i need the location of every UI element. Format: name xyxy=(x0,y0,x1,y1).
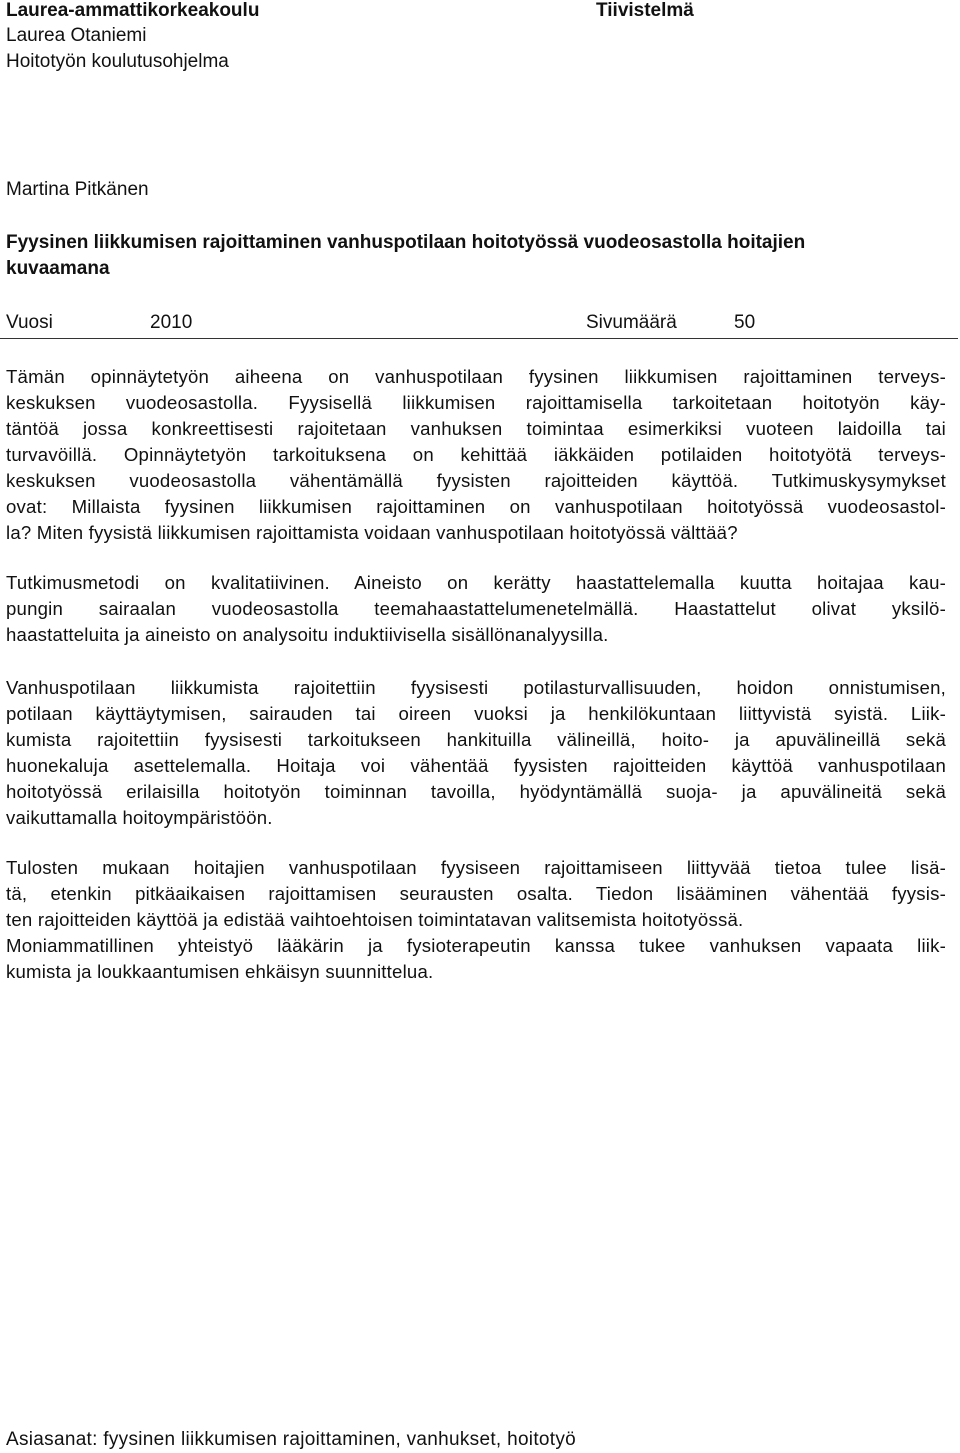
author-name: Martina Pitkänen xyxy=(6,179,149,200)
text-line: turvavöillä. Opinnäytetyön tarkoituksena on kehittää iäkkäiden potilaiden hoitotyötä terveys- xyxy=(6,444,946,465)
year-label: Vuosi xyxy=(6,312,53,333)
text-line: keskuksen vuodeosastolla. Fyysisellä liikkumisen rajoittamisella tarkoitetaan hoitotyön käy- xyxy=(6,392,946,413)
text-line: täntöä jossa konkreettisesti rajoitetaan vanhuksen toimintaa esimerkiksi vuoteen laidoilla tai xyxy=(6,418,946,439)
page-count-label: Sivumäärä xyxy=(586,312,677,333)
text-line: ovat: Millaista fyysinen liikkumisen rajoittaminen on vanhuspotilaan hoitotyössä vuodeosastol- xyxy=(6,496,946,517)
text-line: pungin sairaalan vuodeosastolla teemahaastattelumenetelmällä. Haastattelut olivat yksilö- xyxy=(6,598,946,619)
meta-divider xyxy=(0,338,958,339)
text-line: la? Miten fyysistä liikkumisen rajoittamista voidaan vanhuspotilaan hoitotyössä välttää? xyxy=(6,522,738,543)
text-line: Tutkimusmetodi on kvalitatiivinen. Aineisto on kerätty haastattelemalla kuutta hoitajaa kau- xyxy=(6,572,946,593)
degree-programme: Hoitotyön koulutusohjelma xyxy=(6,51,229,72)
document-type: Tiivistelmä xyxy=(596,0,694,21)
text-line: haastatteluita ja aineisto on analysoitu induktiivisella sisällönanalyysilla. xyxy=(6,624,609,645)
text-line: huonekaluja asettelemalla. Hoitaja voi vähentää fyysisten rajoitteiden käyttöä vanhuspotilaan xyxy=(6,755,946,776)
keywords: Asiasanat: fyysinen liikkumisen rajoittaminen, vanhukset, hoitotyö xyxy=(6,1429,577,1450)
campus-name: Laurea Otaniemi xyxy=(6,25,147,46)
text-line: kumista rajoitettiin fyysisesti tarkoitukseen hankituilla välineillä, hoito- ja apuvälineillä sekä xyxy=(6,729,946,750)
text-line: tä, etenkin pitkäaikaisen rajoittamisen seurausten osalta. Tiedon lisääminen vähentää fyysis- xyxy=(6,883,946,904)
text-line: Vanhuspotilaan liikkumista rajoitettiin fyysisesti potilasturvallisuuden, hoidon onnistumisen, xyxy=(6,677,946,698)
page-count-value: 50 xyxy=(734,312,756,333)
abstract-paragraph-3 xyxy=(6,675,956,831)
text-line: potilaan käyttäytymisen, sairauden tai oireen vuoksi ja henkilökuntaan liittyvistä syistä. Liik- xyxy=(6,703,946,724)
abstract-paragraph-2 xyxy=(6,570,956,648)
text-line: kumista ja loukkaantumisen ehkäisyn suunnittelua. xyxy=(6,961,434,982)
year-value: 2010 xyxy=(150,312,193,333)
text-line: Tämän opinnäytetyön aiheena on vanhuspotilaan fyysinen liikkumisen rajoittaminen terveys- xyxy=(6,366,946,387)
text-line: vaikuttamalla hoitoympäristöön. xyxy=(6,807,273,828)
text-line: Tulosten mukaan hoitajien vanhuspotilaan fyysiseen rajoittamiseen liittyvää tietoa tulee lisä- xyxy=(6,857,946,878)
text-line: hoitotyössä erilaisilla hoitotyön toiminnan tavoilla, hyödyntämällä suoja- ja apuvälineitä sekä xyxy=(6,781,946,802)
thesis-title-line-1: Fyysinen liikkumisen rajoittaminen vanhuspotilaan hoitotyössä vuodeosastolla hoitajien xyxy=(6,232,806,253)
abstract-paragraph-1 xyxy=(6,364,956,546)
abstract-paragraph-4 xyxy=(6,855,956,985)
text-line: ten rajoitteiden käyttöä ja edistää vaihtoehtoisen toimintatavan valitsemista hoitotyössä. xyxy=(6,909,744,930)
institution-name: Laurea-ammattikorkeakoulu xyxy=(6,0,260,21)
thesis-meta-row xyxy=(6,310,956,336)
text-line: Moniammatillinen yhteistyö lääkärin ja fysioterapeutin kanssa tukee vanhuksen vapaata liik- xyxy=(6,935,946,956)
text-line: keskuksen vuodeosastolla vähentämällä fyysisten rajoitteiden käyttöä. Tutkimuskysymykset xyxy=(6,470,946,491)
thesis-title-line-2: kuvaamana xyxy=(6,258,110,279)
